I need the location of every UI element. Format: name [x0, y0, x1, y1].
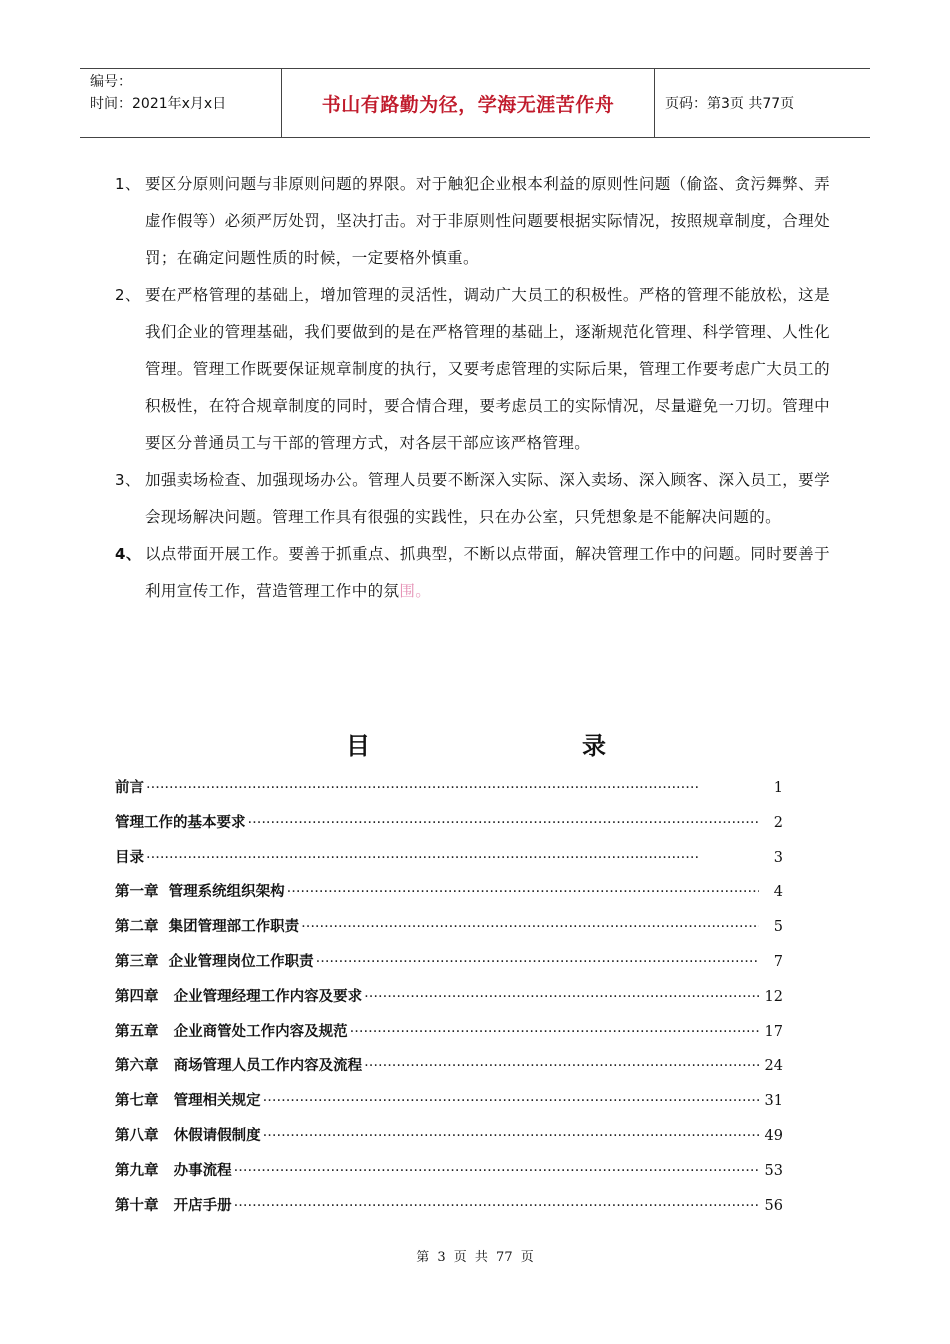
toc-page-number: 7	[773, 953, 783, 970]
toc-page-number: 17	[764, 1023, 783, 1040]
toc-chapter-label: 第九章	[115, 1162, 174, 1179]
toc-entry-title: 企业管理经理工作内容及要求	[173, 988, 363, 1005]
toc-leader-dots	[146, 780, 759, 796]
toc-chapter-label: 第一章	[115, 884, 169, 901]
document-number-label: 编号：	[90, 74, 132, 90]
table-of-contents	[115, 776, 783, 1228]
list-item	[115, 166, 830, 277]
toc-entry-title: 企业商管处工作内容及规范	[173, 1023, 348, 1040]
header-motto: 书山有路勤为径，学海无涯苦作舟	[282, 69, 655, 137]
item-text-wrapper	[145, 536, 830, 610]
toc-chapter-label: 第八章	[115, 1127, 174, 1144]
toc-page-number: 4	[773, 884, 783, 901]
toc-leader-dots	[263, 1093, 759, 1109]
toc-entry[interactable]	[115, 985, 783, 1020]
toc-entry-title: 管理工作的基本要求	[115, 814, 246, 831]
item-text: 要区分原则问题与非原则问题的界限。对于触犯企业根本利益的原则性问题（偷盗、贪污舞弊、弄虚作假等）必须严厉处罚，坚决打击。对于非原则性问题要根据实际情况，按照规章制度，合理处罚；在确定问题性质的时候，一定要格外慎重。	[145, 175, 830, 267]
toc-leader-dots	[146, 850, 759, 866]
toc-leader-dots	[301, 919, 759, 935]
toc-entry[interactable]	[115, 915, 783, 950]
toc-entry-title: 集团管理部工作职责	[168, 919, 300, 936]
toc-entry[interactable]	[115, 950, 783, 985]
toc-leader-dots	[234, 1198, 759, 1214]
item-number: 3、	[115, 471, 141, 489]
toc-leader-dots	[350, 1024, 759, 1040]
list-item	[115, 277, 830, 462]
toc-title-left: 目	[346, 732, 370, 760]
list-item	[115, 462, 830, 536]
toc-leader-dots	[364, 1058, 759, 1074]
document-date: 时间：2021年x月x日	[90, 96, 227, 112]
toc-page-number: 49	[764, 1127, 783, 1144]
toc-page-number: 56	[764, 1197, 783, 1214]
item-number: 2、	[115, 286, 141, 304]
toc-entry[interactable]	[115, 1020, 783, 1055]
toc-chapter-label: 第十章	[115, 1197, 174, 1214]
item-text: 加强卖场检查、加强现场办公。管理人员要不断深入实际、深入卖场、深入顾客、深入员工，要学会现场解决问题。管理工作具有很强的实践性，只在办公室，只凭想象是不能解决问题的。	[145, 471, 830, 526]
toc-page-number: 1	[773, 780, 783, 796]
toc-leader-dots	[234, 1163, 759, 1179]
list-item	[115, 536, 830, 610]
toc-entry[interactable]	[115, 880, 783, 915]
page-footer: 第 3 页 共 77 页	[416, 1250, 534, 1265]
toc-entry-title: 休假请假制度	[173, 1127, 261, 1144]
toc-page-number: 53	[764, 1162, 783, 1179]
toc-title	[346, 726, 606, 761]
item-number: 4、	[115, 545, 142, 563]
item-text: 以点带面开展工作。要善于抓重点、抓典型，不断以点带面，解决管理工作中的问题。同时要善于利用宣传工作，营造管理工作中的氛	[145, 545, 830, 600]
toc-entry[interactable]	[115, 1159, 783, 1194]
toc-entry[interactable]	[115, 1124, 783, 1159]
toc-entry-title: 目录	[115, 849, 144, 866]
toc-page-number: 2	[773, 814, 783, 831]
toc-chapter-label: 第二章	[115, 919, 169, 936]
page-header	[80, 68, 870, 138]
toc-entry[interactable]	[115, 811, 783, 846]
toc-entry-title: 前言	[115, 780, 144, 796]
toc-entry-title: 企业管理岗位工作职责	[168, 953, 314, 970]
toc-entry[interactable]	[115, 1054, 783, 1089]
toc-entry-title: 商场管理人员工作内容及流程	[173, 1058, 363, 1075]
toc-entry-title: 开店手册	[173, 1197, 232, 1214]
toc-chapter-label: 第七章	[115, 1093, 174, 1110]
toc-leader-dots	[287, 884, 759, 900]
item-text: 要在严格管理的基础上，增加管理的灵活性，调动广大员工的积极性。严格的管理不能放松，这是我们企业的管理基础，我们要做到的是在严格管理的基础上，逐渐规范化管理、科学管理、人性化管理。管理工作既要保证规章制度的执行，又要考虑管理的实际后果，管理工作要考虑广大员工的积极性，在符合规章制度的同时，要合情合理，要考虑员工的实际情况，尽量避免一刀切。管理中要区分普通员工与干部的管理方式，对各层干部应该严格管理。	[145, 286, 830, 452]
toc-page-number: 12	[764, 988, 783, 1005]
toc-entry-title: 办事流程	[173, 1162, 232, 1179]
toc-leader-dots	[263, 1128, 759, 1144]
toc-page-number: 5	[773, 919, 783, 936]
header-meta	[80, 69, 282, 137]
toc-chapter-label: 第六章	[115, 1058, 174, 1075]
toc-entry-title: 管理相关规定	[173, 1093, 261, 1110]
toc-entry[interactable]	[115, 776, 783, 811]
toc-chapter-label: 第三章	[115, 953, 169, 970]
toc-leader-dots	[316, 954, 759, 970]
toc-entry[interactable]	[115, 846, 783, 881]
toc-entry[interactable]	[115, 1194, 783, 1229]
header-page-info: 页码：第3页 共77页	[665, 96, 795, 112]
toc-page-number: 31	[764, 1093, 783, 1110]
toc-page-number: 24	[764, 1058, 783, 1075]
item-number: 1、	[115, 175, 141, 193]
toc-entry[interactable]	[115, 1089, 783, 1124]
toc-page-number: 3	[773, 849, 783, 866]
toc-title-right: 录	[582, 732, 606, 760]
item-text-faded: 围。	[399, 582, 432, 600]
toc-chapter-label: 第五章	[115, 1023, 174, 1040]
toc-chapter-label: 第四章	[115, 988, 174, 1005]
toc-leader-dots	[248, 815, 760, 831]
requirements-list	[115, 166, 830, 610]
toc-entry-title: 管理系统组织架构	[168, 884, 285, 901]
toc-leader-dots	[364, 989, 759, 1005]
